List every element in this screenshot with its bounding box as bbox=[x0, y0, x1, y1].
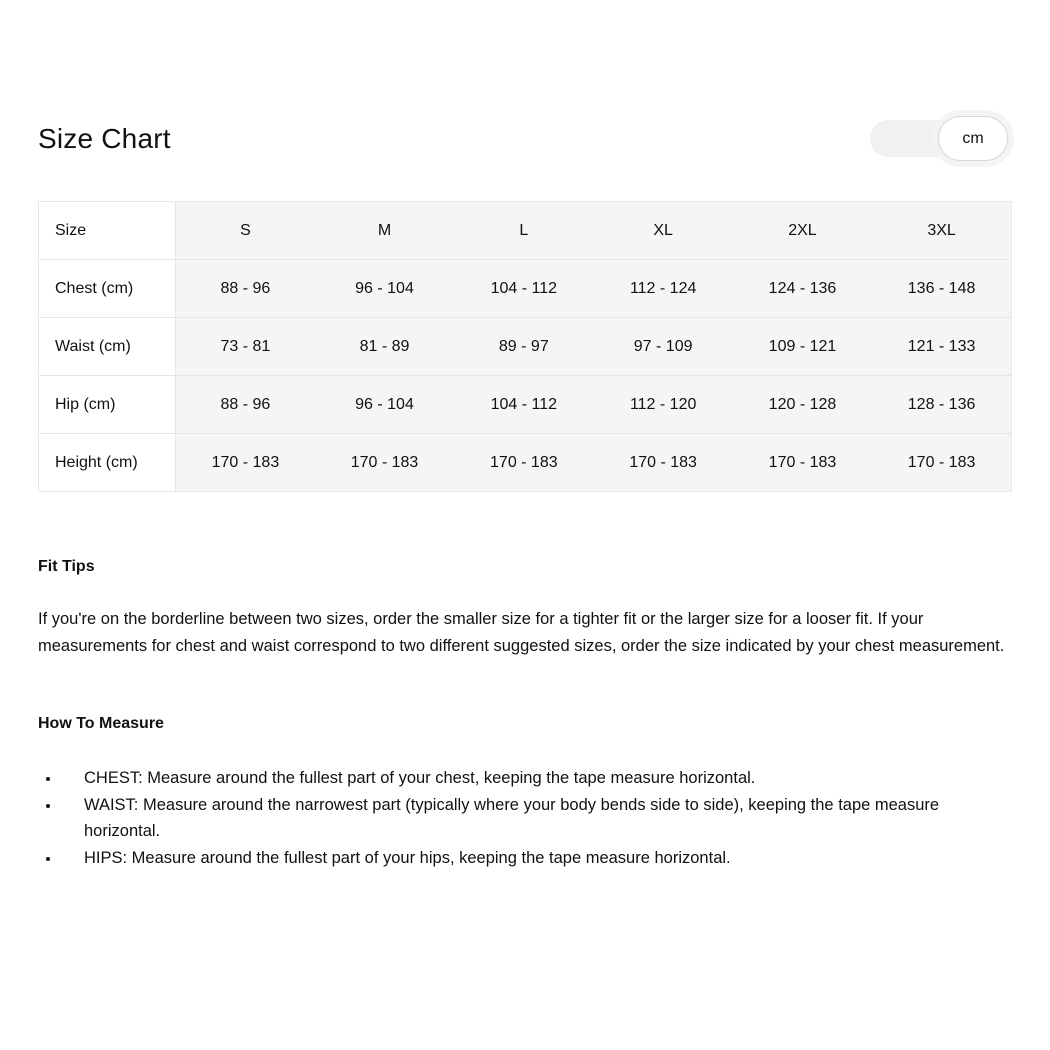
cell-height-s: 170 - 183 bbox=[176, 434, 315, 492]
bullet-icon bbox=[46, 804, 50, 808]
cell-waist-3xl: 121 - 133 bbox=[872, 318, 1011, 376]
cell-hip-2xl: 120 - 128 bbox=[733, 376, 872, 434]
cell-waist-s: 73 - 81 bbox=[176, 318, 315, 376]
cell-height-l: 170 - 183 bbox=[454, 434, 593, 492]
cell-waist-xl: 97 - 109 bbox=[593, 318, 732, 376]
how-to-measure-list bbox=[38, 765, 1012, 871]
column-header-3xl: 3XL bbox=[872, 202, 1011, 260]
cell-hip-m: 96 - 104 bbox=[315, 376, 454, 434]
cell-height-2xl: 170 - 183 bbox=[733, 434, 872, 492]
cell-chest-s: 88 - 96 bbox=[176, 260, 315, 318]
unit-toggle-selected-pill[interactable]: cm bbox=[938, 116, 1008, 161]
row-label-height: Height (cm) bbox=[39, 434, 176, 492]
row-label-waist: Waist (cm) bbox=[39, 318, 176, 376]
column-header-s: S bbox=[176, 202, 315, 260]
cell-waist-l: 89 - 97 bbox=[454, 318, 593, 376]
cell-waist-2xl: 109 - 121 bbox=[733, 318, 872, 376]
cell-chest-2xl: 124 - 136 bbox=[733, 260, 872, 318]
bullet-icon bbox=[46, 857, 50, 861]
size-chart-table bbox=[38, 201, 1012, 492]
table-row-chest bbox=[39, 260, 1012, 318]
cell-waist-m: 81 - 89 bbox=[315, 318, 454, 376]
how-to-measure-heading: How To Measure bbox=[38, 715, 164, 732]
list-item-hips bbox=[38, 845, 1012, 872]
fit-tips-body: If you're on the borderline between two sizes, order the smaller size for a tighter fit or the larger size for a looser fit. If your measurements for chest and waist correspond to two different suggested sizes, order the size indicated by your chest measurement. bbox=[38, 610, 1005, 655]
fit-tips-heading: Fit Tips bbox=[38, 558, 95, 575]
list-item-text: WAIST: Measure around the narrowest part (typically where your body bends side to side), keeping the tape measure horizontal. bbox=[84, 795, 940, 840]
cell-chest-l: 104 - 112 bbox=[454, 260, 593, 318]
column-header-2xl: 2XL bbox=[733, 202, 872, 260]
bullet-icon bbox=[46, 777, 50, 781]
row-label-chest: Chest (cm) bbox=[39, 260, 176, 318]
list-item-chest bbox=[38, 765, 1012, 792]
cell-height-xl: 170 - 183 bbox=[593, 434, 732, 492]
cell-hip-xl: 112 - 120 bbox=[593, 376, 732, 434]
list-item-text: HIPS: Measure around the fullest part of your hips, keeping the tape measure horizontal. bbox=[84, 848, 731, 867]
table-header-row bbox=[39, 202, 1012, 260]
list-item-text: CHEST: Measure around the fullest part of your chest, keeping the tape measure horizontal. bbox=[84, 769, 756, 787]
page-title: Size Chart bbox=[38, 122, 171, 154]
column-header-xl: XL bbox=[593, 202, 732, 260]
cell-chest-xl: 112 - 124 bbox=[593, 260, 732, 318]
unit-toggle[interactable] bbox=[870, 120, 1010, 157]
table-corner-cell: Size bbox=[39, 202, 176, 260]
cell-height-m: 170 - 183 bbox=[315, 434, 454, 492]
cell-hip-3xl: 128 - 136 bbox=[872, 376, 1011, 434]
cell-hip-s: 88 - 96 bbox=[176, 376, 315, 434]
page-header bbox=[38, 0, 1012, 157]
cell-hip-l: 104 - 112 bbox=[454, 376, 593, 434]
table-row-hip bbox=[39, 376, 1012, 434]
cell-height-3xl: 170 - 183 bbox=[872, 434, 1011, 492]
row-label-hip: Hip (cm) bbox=[39, 376, 176, 434]
list-item-waist bbox=[38, 792, 1012, 845]
table-row-height bbox=[39, 434, 1012, 492]
table-row-waist bbox=[39, 318, 1012, 376]
column-header-m: M bbox=[315, 202, 454, 260]
cell-chest-3xl: 136 - 148 bbox=[872, 260, 1011, 318]
cell-chest-m: 96 - 104 bbox=[315, 260, 454, 318]
column-header-l: L bbox=[454, 202, 593, 260]
